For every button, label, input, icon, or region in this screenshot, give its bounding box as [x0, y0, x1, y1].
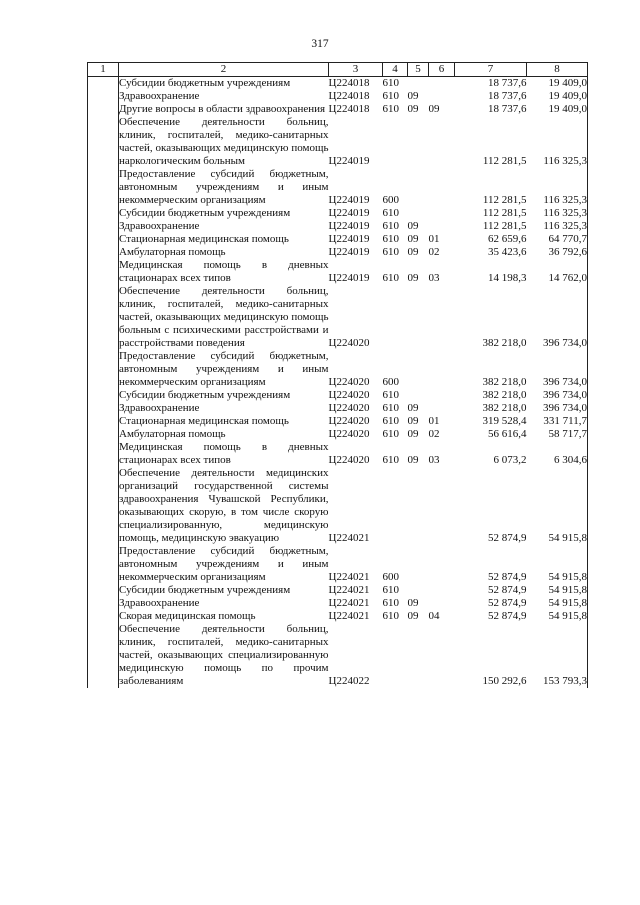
table-row: [88, 103, 588, 116]
subsection-code: 09: [428, 103, 440, 115]
section-code: [408, 584, 429, 597]
row-number-cell: [88, 103, 119, 116]
amount-col7: 382 218,0: [482, 376, 527, 388]
table-row: [88, 246, 588, 259]
amount-col8: 54 915,8: [527, 467, 588, 545]
table-row: [88, 584, 588, 597]
subsection-code: 01: [428, 415, 440, 427]
section-code: [408, 545, 429, 584]
expense-type-code: 610: [382, 77, 399, 89]
item-name: Амбулаторная помощь: [119, 428, 226, 440]
row-number-cell: [88, 597, 119, 610]
target-article-code: Ц224019: [328, 194, 370, 206]
target-article-code: Ц224021: [328, 532, 370, 544]
target-article-code: Ц224020: [328, 376, 370, 388]
target-article-code: Ц224020: [328, 454, 370, 466]
amount-col8: 19 409,0: [527, 77, 588, 91]
amount-col7: 112 281,5: [482, 155, 527, 167]
section-code: 09: [407, 103, 419, 115]
amount-col8: 116 325,3: [527, 207, 588, 220]
target-article-code: Ц224019: [328, 220, 370, 232]
table-row: [88, 597, 588, 610]
table-row: [88, 415, 588, 428]
row-number-cell: [88, 77, 119, 91]
amount-col8: 54 915,8: [527, 610, 588, 623]
section-code: [408, 623, 429, 688]
target-article-code: Ц224018: [328, 90, 370, 102]
amount-col7: 14 198,3: [488, 272, 527, 284]
amount-col8: 14 762,0: [527, 259, 588, 285]
budget-table: [87, 62, 588, 688]
amount-col8: 64 770,7: [527, 233, 588, 246]
column-header: 6: [429, 63, 455, 77]
item-name: Стационарная медицинская помощь: [119, 415, 289, 427]
table-row: [88, 90, 588, 103]
target-article-code: Ц224019: [328, 233, 370, 245]
amount-col8: 396 734,0: [527, 402, 588, 415]
amount-col7: 52 874,9: [488, 584, 527, 596]
subsection-code: [429, 402, 455, 415]
section-code: [408, 467, 429, 545]
section-code: 09: [407, 428, 419, 440]
subsection-code: [429, 207, 455, 220]
row-number-cell: [88, 467, 119, 545]
row-number-cell: [88, 168, 119, 207]
target-article-code: Ц224020: [328, 389, 370, 401]
section-code: 09: [407, 402, 419, 414]
expense-type-code: 610: [382, 402, 399, 414]
item-name: Медицинская помощь в дневных стационарах всех типов: [119, 259, 329, 284]
row-number-cell: [88, 207, 119, 220]
subsection-code: [429, 467, 455, 545]
item-name: Субсидии бюджетным учреждениям: [119, 77, 291, 89]
target-article-code: Ц224022: [328, 675, 370, 687]
item-name: Обеспечение деятельности больниц, клиник, госпиталей, медико-санитарных частей, оказывающих медицинскую помощь наркологическим больным: [119, 116, 329, 167]
row-number-cell: [88, 259, 119, 285]
column-header: 7: [455, 63, 527, 77]
section-code: [408, 207, 429, 220]
item-name: Здравоохранение: [119, 90, 200, 102]
amount-col7: 18 737,6: [488, 103, 527, 115]
amount-col8: 54 915,8: [527, 584, 588, 597]
amount-col8: 36 792,6: [527, 246, 588, 259]
table-body: [88, 77, 588, 689]
row-number-cell: [88, 350, 119, 389]
item-name: Скорая медицинская помощь: [119, 610, 256, 622]
amount-col8: 54 915,8: [527, 597, 588, 610]
row-number-cell: [88, 285, 119, 350]
target-article-code: Ц224021: [328, 584, 370, 596]
subsection-code: 04: [428, 610, 440, 622]
item-name: Здравоохранение: [119, 597, 200, 609]
item-name: Обеспечение деятельности медицинских организаций государственной системы здравоохранения Чувашской Республики, оказывающих скорую, в том числе скорую специализированную, медицинскую помощь, медицинскую эвакуацию: [119, 467, 329, 544]
amount-col7: 52 874,9: [488, 597, 527, 609]
expense-type-code: 610: [382, 90, 399, 102]
target-article-code: Ц224019: [328, 246, 370, 258]
section-code: [408, 285, 429, 350]
amount-col7: 382 218,0: [482, 337, 527, 349]
column-header: 3: [329, 63, 383, 77]
table-row: [88, 168, 588, 207]
subsection-code: [429, 545, 455, 584]
section-code: 09: [407, 233, 419, 245]
subsection-code: [429, 116, 455, 168]
target-article-code: Ц224019: [328, 207, 370, 219]
subsection-code: [429, 584, 455, 597]
row-number-cell: [88, 90, 119, 103]
subsection-code: [429, 77, 455, 91]
section-code: 09: [407, 272, 419, 284]
expense-type-code: 610: [382, 220, 399, 232]
table-row: [88, 116, 588, 168]
amount-col8: 19 409,0: [527, 103, 588, 116]
row-number-cell: [88, 402, 119, 415]
table-row: [88, 285, 588, 350]
target-article-code: Ц224021: [328, 610, 370, 622]
section-code: 09: [407, 597, 419, 609]
item-name: Субсидии бюджетным учреждениям: [119, 584, 291, 596]
expense-type-code: 600: [382, 376, 399, 388]
expense-type-code: [383, 623, 408, 688]
row-number-cell: [88, 610, 119, 623]
amount-col8: 58 717,7: [527, 428, 588, 441]
row-number-cell: [88, 428, 119, 441]
row-number-cell: [88, 116, 119, 168]
table-row: [88, 441, 588, 467]
subsection-code: 02: [428, 428, 440, 440]
amount-col7: 112 281,5: [482, 220, 527, 232]
expense-type-code: [383, 116, 408, 168]
table-row: [88, 467, 588, 545]
row-number-cell: [88, 584, 119, 597]
table-row: [88, 610, 588, 623]
amount-col7: 35 423,6: [488, 246, 527, 258]
row-number-cell: [88, 233, 119, 246]
expense-type-code: 610: [382, 428, 399, 440]
table-row: [88, 207, 588, 220]
amount-col7: 52 874,9: [488, 610, 527, 622]
row-number-cell: [88, 220, 119, 233]
amount-col8: 116 325,3: [527, 116, 588, 168]
item-name: Предоставление субсидий бюджетным, автономным учреждениям и иным некоммерческим организациям: [119, 350, 329, 388]
subsection-code: [429, 597, 455, 610]
amount-col8: 396 734,0: [527, 285, 588, 350]
item-name: Предоставление субсидий бюджетным, автономным учреждениям и иным некоммерческим организациям: [119, 545, 329, 583]
subsection-code: [429, 389, 455, 402]
subsection-code: 03: [428, 454, 440, 466]
table-row: [88, 389, 588, 402]
amount-col8: 19 409,0: [527, 90, 588, 103]
table-row: [88, 545, 588, 584]
amount-col7: 382 218,0: [482, 402, 527, 414]
expense-type-code: 610: [382, 454, 399, 466]
target-article-code: Ц224018: [328, 103, 370, 115]
amount-col8: 6 304,6: [527, 441, 588, 467]
expense-type-code: 610: [382, 597, 399, 609]
expense-type-code: 610: [382, 389, 399, 401]
item-name: Здравоохранение: [119, 220, 200, 232]
expense-type-code: [383, 285, 408, 350]
expense-type-code: 610: [382, 207, 399, 219]
expense-type-code: 610: [382, 415, 399, 427]
target-article-code: Ц224020: [328, 415, 370, 427]
amount-col7: 112 281,5: [482, 207, 527, 219]
row-number-cell: [88, 623, 119, 688]
column-header: 1: [88, 63, 119, 77]
expense-type-code: 610: [382, 103, 399, 115]
target-article-code: Ц224021: [328, 597, 370, 609]
item-name: Медицинская помощь в дневных стационарах всех типов: [119, 441, 329, 466]
column-header: 8: [527, 63, 588, 77]
amount-col7: 382 218,0: [482, 389, 527, 401]
amount-col8: 153 793,3: [527, 623, 588, 688]
amount-col8: 396 734,0: [527, 389, 588, 402]
amount-col8: 116 325,3: [527, 168, 588, 207]
expense-type-code: 610: [382, 584, 399, 596]
row-number-cell: [88, 545, 119, 584]
amount-col7: 112 281,5: [482, 194, 527, 206]
expense-type-code: 600: [382, 194, 399, 206]
target-article-code: Ц224020: [328, 402, 370, 414]
amount-col7: 18 737,6: [488, 90, 527, 102]
section-code: 09: [407, 415, 419, 427]
table-row: [88, 233, 588, 246]
target-article-code: Ц224018: [328, 77, 370, 89]
section-code: [408, 350, 429, 389]
section-code: 09: [407, 610, 419, 622]
table-row: [88, 402, 588, 415]
row-number-cell: [88, 441, 119, 467]
expense-type-code: 610: [382, 272, 399, 284]
section-code: 09: [407, 246, 419, 258]
item-name: Другие вопросы в области здравоохранения: [119, 103, 326, 115]
row-number-cell: [88, 415, 119, 428]
table-row: [88, 623, 588, 688]
section-code: [408, 168, 429, 207]
row-number-cell: [88, 246, 119, 259]
amount-col7: 56 616,4: [488, 428, 527, 440]
expense-type-code: 610: [382, 610, 399, 622]
column-header: 2: [119, 63, 329, 77]
item-name: Здравоохранение: [119, 402, 200, 414]
subsection-code: [429, 220, 455, 233]
expense-type-code: 600: [382, 571, 399, 583]
subsection-code: 01: [428, 233, 440, 245]
section-code: [408, 116, 429, 168]
subsection-code: [429, 285, 455, 350]
subsection-code: 03: [428, 272, 440, 284]
item-name: Субсидии бюджетным учреждениям: [119, 207, 291, 219]
item-name: Стационарная медицинская помощь: [119, 233, 289, 245]
subsection-code: 02: [428, 246, 440, 258]
target-article-code: Ц224019: [328, 155, 370, 167]
target-article-code: Ц224021: [328, 571, 370, 583]
target-article-code: Ц224020: [328, 428, 370, 440]
expense-type-code: 610: [382, 233, 399, 245]
item-name: Предоставление субсидий бюджетным, автономным учреждениям и иным некоммерческим организациям: [119, 168, 329, 206]
column-header: 4: [383, 63, 408, 77]
amount-col7: 319 528,4: [482, 415, 527, 427]
item-name: Субсидии бюджетным учреждениям: [119, 389, 291, 401]
expense-type-code: 610: [382, 246, 399, 258]
target-article-code: Ц224020: [328, 337, 370, 349]
item-name: Амбулаторная помощь: [119, 246, 226, 258]
amount-col7: 18 737,6: [488, 77, 527, 89]
item-name: Обеспечение деятельности больниц, клиник, госпиталей, медико-санитарных частей, оказывающих специализированную медицинскую помощь по прочим заболеваниям: [119, 623, 329, 687]
column-header: 5: [408, 63, 429, 77]
section-code: 09: [407, 90, 419, 102]
table-row: [88, 259, 588, 285]
amount-col8: 396 734,0: [527, 350, 588, 389]
table-row: [88, 350, 588, 389]
section-code: [408, 77, 429, 91]
table-row: [88, 428, 588, 441]
row-number-cell: [88, 389, 119, 402]
subsection-code: [429, 350, 455, 389]
page-number: 317: [311, 38, 329, 50]
table-row: [88, 220, 588, 233]
amount-col7: 52 874,9: [488, 571, 527, 583]
amount-col7: 150 292,6: [482, 675, 527, 687]
section-code: 09: [407, 220, 419, 232]
amount-col7: 62 659,6: [488, 233, 527, 245]
subsection-code: [429, 90, 455, 103]
amount-col8: 331 711,7: [527, 415, 588, 428]
target-article-code: Ц224019: [328, 272, 370, 284]
section-code: [408, 389, 429, 402]
amount-col7: 52 874,9: [488, 532, 527, 544]
amount-col8: 116 325,3: [527, 220, 588, 233]
expense-type-code: [383, 467, 408, 545]
amount-col7: 6 073,2: [493, 454, 527, 466]
section-code: 09: [407, 454, 419, 466]
item-name: Обеспечение деятельности больниц, клиник, госпиталей, медико-санитарных частей, оказывающих медицинскую помощь больным с психическими расстройствами и расстройствами поведения: [119, 285, 329, 349]
table-header: [88, 63, 588, 77]
subsection-code: [429, 168, 455, 207]
amount-col8: 54 915,8: [527, 545, 588, 584]
table-row: [88, 77, 588, 91]
subsection-code: [429, 623, 455, 688]
